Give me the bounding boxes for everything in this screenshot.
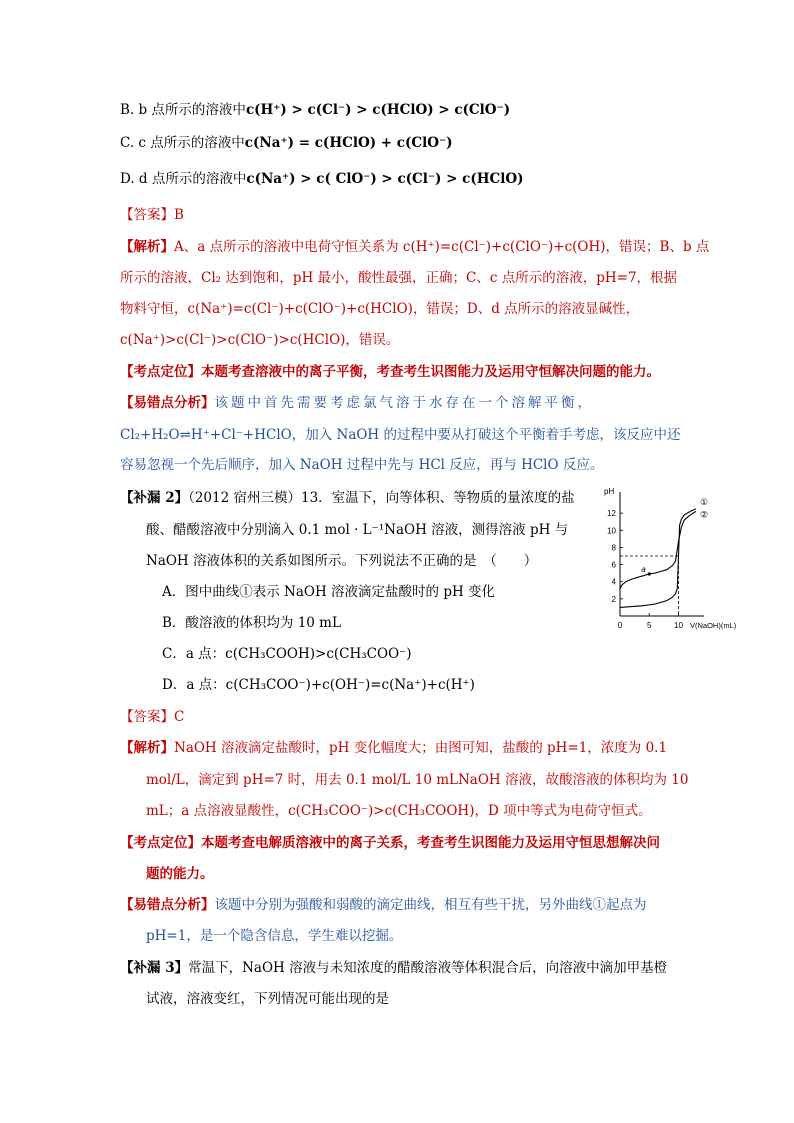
q2-option-a: A．图中曲线①表示 NaOH 溶液滴定盐酸时的 pH 变化 xyxy=(162,584,496,600)
q1-yicuo-line-1 xyxy=(120,394,594,412)
x-axis-label: V(NaOH)(mL) xyxy=(690,621,737,630)
option-d-formula: c(Na⁺) > c( ClO⁻) > c(Cl⁻) > c(HClO) xyxy=(246,171,524,187)
x-tick-label: 0 xyxy=(617,621,623,630)
q2-option-c: C．a 点：c(CH₃COOH)>c(CH₃COO⁻) xyxy=(162,646,412,662)
point-a-marker xyxy=(648,572,651,575)
q2-header-label: 【补漏 2】 xyxy=(120,490,189,506)
q2-yicuo-text-1: 该题中分别为强酸和弱酸的滴定曲线，相互有些干扰，另外曲线①起点为 xyxy=(214,897,647,913)
y-axis-label: pH xyxy=(604,487,615,496)
q2-stem-line-1: 酸、醋酸溶液中分别滴入 0.1 mol · L⁻¹NaOH 溶液，测得溶液 pH 与 xyxy=(146,522,569,538)
q2-option-b: B．酸溶液的体积均为 10 mL xyxy=(162,615,341,631)
q2-analysis-line-3: mL；a 点溶液显酸性，c(CH₃COO⁻)>c(CH₃COOH)，D 项中等式为电荷守恒式。 xyxy=(146,803,652,819)
point-a-label: a xyxy=(641,565,646,574)
y-tick-label: 8 xyxy=(611,543,616,553)
option-b xyxy=(120,101,510,119)
q2-analysis-text-1: NaOH 溶液滴定盐酸时，pH 变化幅度大；由图可知，盐酸的 pH=1，浓度为 0.1 xyxy=(174,740,668,756)
q2-kaodian-line-2: 题的能力。 xyxy=(146,866,214,882)
q1-analysis-line-3: 物料守恒，c(Na⁺)=c(Cl⁻)+c(ClO⁻)+c(HClO)，错误；D、d 点所示的溶液显碱性， xyxy=(120,301,640,317)
q1-analysis-text-1: A、a 点所示的溶液中电荷守恒关系为 c(H⁺)=c(Cl⁻)+c(ClO⁻)+c(OH)，错误；B、b 点 xyxy=(174,239,710,255)
option-b-formula: c(H⁺) > c(Cl⁻) > c(HClO) > c(ClO⁻) xyxy=(245,102,511,118)
x-tick-label: 5 xyxy=(647,621,652,630)
q1-yicuo-text-1: 该题中首先需要考虑氯气溶于水存在一个溶解平衡， xyxy=(214,395,594,411)
option-b-prefix: B. b 点所示的溶液中 xyxy=(120,102,246,118)
q2-kaodian-line-1 xyxy=(120,834,660,852)
curve-series-1 xyxy=(620,509,696,608)
q2-header xyxy=(120,489,575,507)
y-tick-label: 6 xyxy=(611,560,616,570)
q2-yicuo-line-1 xyxy=(120,896,647,914)
q3-line-1 xyxy=(120,959,667,977)
titration-chart xyxy=(598,484,754,634)
y-tick-label: 10 xyxy=(607,526,616,536)
q1-answer: 【答案】B xyxy=(120,207,184,223)
q1-analysis-line-4: c(Na⁺)>c(Cl⁻)>c(ClO⁻)>c(HClO)，错误。 xyxy=(120,332,400,348)
q1-yicuo-label: 【易错点分析】 xyxy=(120,395,215,411)
series-label-2: ② xyxy=(700,509,709,520)
y-tick-label: 12 xyxy=(607,509,616,519)
y-tick-label: 2 xyxy=(611,594,616,604)
q1-kaodian-label: 【考点定位】 xyxy=(120,364,201,380)
q1-kaodian-text: 本题考查溶液中的离子平衡，考查考生识图能力及运用守恒解决问题的能力。 xyxy=(201,364,660,380)
q2-kaodian-text-1: 本题考查电解质溶液中的离子关系，考查考生识图能力及运用守恒思想解决问 xyxy=(201,835,660,851)
q2-analysis-label: 【解析】 xyxy=(120,740,174,756)
q2-yicuo-label: 【易错点分析】 xyxy=(120,897,215,913)
q2-analysis-line-1 xyxy=(120,739,667,757)
q2-kaodian-label: 【考点定位】 xyxy=(120,835,201,851)
q2-analysis-line-2: mol/L，滴定到 pH=7 时，用去 0.1 mol/L 10 mLNaOH 溶液，故酸溶液的体积均为 10 xyxy=(146,772,689,788)
q1-analysis-line-1 xyxy=(120,238,709,256)
option-c xyxy=(120,134,453,152)
q3-line-2: 试液，溶液变红，下列情况可能出现的是 xyxy=(146,991,389,1007)
q2-stem-line-2: NaOH 溶液体积的关系如图所示。下列说法不正确的是 （ ） xyxy=(146,553,538,569)
q2-header-source: （2012 宿州三模）13．室温下，向等体积、等物质的量浓度的盐 xyxy=(188,490,575,506)
option-c-prefix: C. c 点所示的溶液中 xyxy=(120,135,245,151)
q1-analysis-line-2: 所示的溶液，Cl₂ 达到饱和，pH 最小，酸性最强，正确；C、c 点所示的溶液，pH=7，根据 xyxy=(120,270,678,286)
x-tick-label: 10 xyxy=(674,621,683,630)
q3-text-1: 常温下，NaOH 溶液与未知浓度的醋酸溶液等体积混合后，向溶液中滴加甲基橙 xyxy=(188,960,668,976)
q2-yicuo-line-2: pH=1，是一个隐含信息，学生难以挖掘。 xyxy=(146,928,403,944)
option-d-prefix: D. d 点所示的溶液中 xyxy=(120,171,247,187)
option-c-formula: c(Na⁺) = c(HClO) + c(ClO⁻) xyxy=(244,135,453,151)
q2-option-d: D．a 点：c(CH₃COO⁻)+c(OH⁻)=c(Na⁺)+c(H⁺) xyxy=(162,677,475,693)
y-tick-label: 4 xyxy=(611,577,616,587)
q2-answer: 【答案】C xyxy=(120,709,185,725)
q1-analysis-label: 【解析】 xyxy=(120,239,174,255)
q3-header-label: 【补漏 3】 xyxy=(120,960,189,976)
q1-yicuo-line-3: 容易忽视一个先后顺序，加入 NaOH 过程中先与 HCl 反应，再与 HClO 反应。 xyxy=(120,457,604,473)
option-d xyxy=(120,170,524,188)
series-label-1: ① xyxy=(700,496,709,507)
q1-yicuo-line-2: Cl₂+H₂O⇌H⁺+Cl⁻+HClO，加入 NaOH 的过程中要从打破这个平衡着手考虑，该反应中还 xyxy=(120,427,681,443)
curve-series-2 xyxy=(620,511,696,588)
q1-kaodian xyxy=(120,363,660,381)
